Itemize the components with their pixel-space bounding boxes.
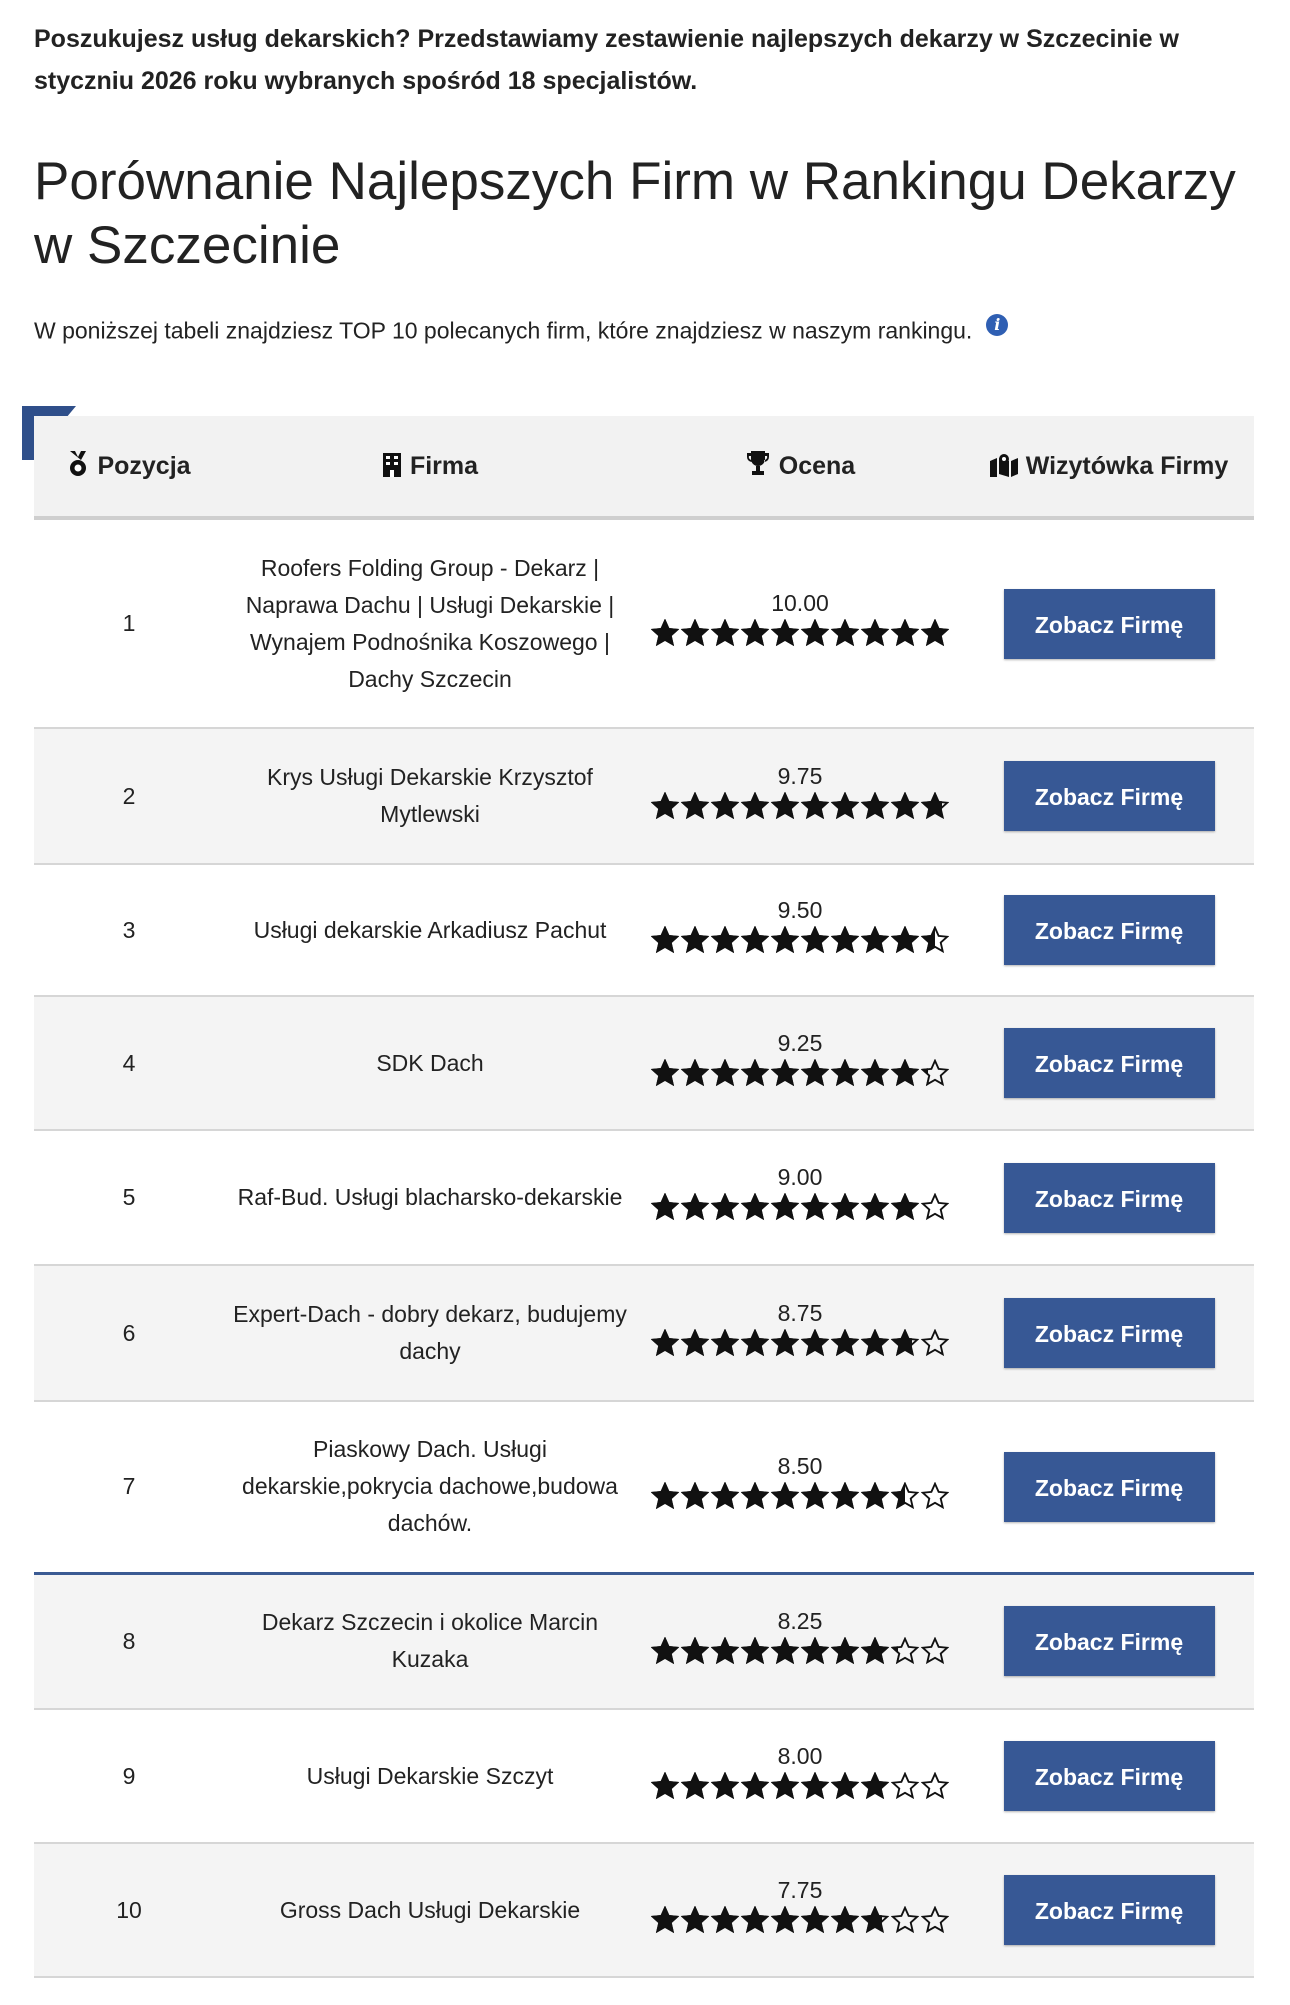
star-rating bbox=[651, 1637, 949, 1665]
rating-cell bbox=[636, 518, 964, 728]
header-position bbox=[34, 416, 224, 518]
card-cell bbox=[964, 518, 1254, 728]
header-card bbox=[964, 416, 1254, 518]
company-name: Expert-Dach - dobry dekarz, budujemy dachy bbox=[224, 1265, 636, 1401]
star-icon bbox=[741, 1059, 769, 1087]
star-icon bbox=[681, 619, 709, 647]
view-company-button[interactable]: Zobacz Firmę bbox=[1004, 1298, 1215, 1368]
header-rating-label: Ocena bbox=[778, 452, 856, 480]
company-name: Usługi Dekarskie Szczyt bbox=[224, 1709, 636, 1843]
star-icon bbox=[891, 1059, 919, 1087]
table-row bbox=[34, 1573, 1254, 1709]
star-icon bbox=[891, 1637, 919, 1665]
star-icon bbox=[711, 1772, 739, 1800]
view-company-button[interactable]: Zobacz Firmę bbox=[1004, 1606, 1215, 1676]
star-rating bbox=[651, 1329, 949, 1357]
star-icon bbox=[801, 1482, 829, 1510]
star-icon bbox=[741, 1906, 769, 1934]
star-icon bbox=[861, 1193, 889, 1221]
star-icon bbox=[921, 1482, 949, 1510]
star-icon bbox=[861, 1772, 889, 1800]
star-icon bbox=[681, 1637, 709, 1665]
rating-score: 9.25 bbox=[777, 1029, 823, 1056]
star-icon bbox=[831, 792, 859, 820]
star-icon bbox=[801, 1193, 829, 1221]
star-icon bbox=[831, 1482, 859, 1510]
company-name: Roofers Folding Group - Dekarz | Naprawa Dachu | Usługi Dekarskie | Wynajem Podnośnika Koszowego | Dachy Szczecin bbox=[224, 518, 636, 728]
star-icon bbox=[831, 1772, 859, 1800]
table-row bbox=[34, 1709, 1254, 1843]
star-icon bbox=[711, 1059, 739, 1087]
card-cell bbox=[964, 1265, 1254, 1401]
star-rating bbox=[651, 1059, 949, 1087]
star-icon bbox=[831, 619, 859, 647]
star-icon bbox=[801, 926, 829, 954]
star-icon bbox=[891, 1482, 919, 1510]
star-icon bbox=[741, 1482, 769, 1510]
star-rating bbox=[651, 1482, 949, 1510]
star-icon bbox=[801, 1329, 829, 1357]
card-cell bbox=[964, 996, 1254, 1130]
position-cell: 2 bbox=[34, 728, 224, 864]
header-company bbox=[224, 416, 636, 518]
star-icon bbox=[741, 792, 769, 820]
star-rating bbox=[651, 926, 949, 954]
star-icon bbox=[861, 926, 889, 954]
star-icon bbox=[801, 1772, 829, 1800]
star-icon bbox=[771, 926, 799, 954]
page-title: Porównanie Najlepszych Firm w Rankingu Dekarzy w Szczecinie bbox=[34, 152, 1236, 275]
star-icon bbox=[861, 619, 889, 647]
view-company-button[interactable]: Zobacz Firmę bbox=[1004, 1452, 1215, 1522]
card-cell bbox=[964, 728, 1254, 864]
info-icon[interactable]: i bbox=[986, 314, 1008, 336]
table-row bbox=[34, 996, 1254, 1130]
company-name: Krys Usługi Dekarskie Krzysztof Mytlewski bbox=[224, 728, 636, 864]
star-icon bbox=[651, 1059, 679, 1087]
table-description-text: W poniższej tabeli znajdziesz TOP 10 polecanych firm, które znajdziesz w naszym rankingu. bbox=[34, 317, 973, 344]
rating-cell bbox=[636, 1130, 964, 1265]
company-name: Gross Dach Usługi Dekarskie bbox=[224, 1843, 636, 1977]
star-icon bbox=[801, 619, 829, 647]
star-icon bbox=[891, 619, 919, 647]
rating-cell bbox=[636, 864, 964, 996]
view-company-button[interactable]: Zobacz Firmę bbox=[1004, 761, 1215, 831]
card-cell bbox=[964, 1401, 1254, 1573]
star-icon bbox=[651, 1637, 679, 1665]
star-icon bbox=[921, 619, 949, 647]
rating-score: 8.00 bbox=[777, 1742, 823, 1769]
star-icon bbox=[921, 1906, 949, 1934]
star-icon bbox=[651, 792, 679, 820]
star-icon bbox=[861, 1059, 889, 1087]
position-cell: 4 bbox=[34, 996, 224, 1130]
star-icon bbox=[921, 1637, 949, 1665]
star-icon bbox=[651, 619, 679, 647]
star-icon bbox=[771, 792, 799, 820]
star-icon bbox=[861, 1329, 889, 1357]
position-cell: 7 bbox=[34, 1401, 224, 1573]
position-cell: 8 bbox=[34, 1573, 224, 1709]
rating-cell bbox=[636, 996, 964, 1130]
header-card-label: Wizytówka Firmy bbox=[1025, 451, 1229, 480]
ranking-table bbox=[34, 416, 1254, 1978]
star-icon bbox=[711, 926, 739, 954]
position-cell: 1 bbox=[34, 518, 224, 728]
star-icon bbox=[801, 1906, 829, 1934]
position-cell: 5 bbox=[34, 1130, 224, 1265]
star-icon bbox=[741, 619, 769, 647]
star-icon bbox=[831, 1193, 859, 1221]
star-icon bbox=[651, 1906, 679, 1934]
star-icon bbox=[741, 1637, 769, 1665]
table-row bbox=[34, 1843, 1254, 1977]
star-rating bbox=[651, 1193, 949, 1221]
view-company-button[interactable]: Zobacz Firmę bbox=[1004, 1741, 1215, 1811]
star-icon bbox=[711, 792, 739, 820]
star-rating bbox=[651, 1906, 949, 1934]
star-icon bbox=[681, 1772, 709, 1800]
star-icon bbox=[741, 1772, 769, 1800]
star-icon bbox=[801, 1637, 829, 1665]
star-icon bbox=[651, 1482, 679, 1510]
star-icon bbox=[921, 1193, 949, 1221]
view-company-button[interactable]: Zobacz Firmę bbox=[1004, 1163, 1215, 1233]
card-cell bbox=[964, 1709, 1254, 1843]
star-icon bbox=[921, 1059, 949, 1087]
table-row bbox=[34, 1265, 1254, 1401]
table-row bbox=[34, 864, 1254, 996]
star-icon bbox=[711, 619, 739, 647]
company-name: Usługi dekarskie Arkadiusz Pachut bbox=[224, 864, 636, 996]
table-description bbox=[34, 314, 1008, 345]
star-icon bbox=[801, 792, 829, 820]
star-icon bbox=[771, 619, 799, 647]
company-name: Raf-Bud. Usługi blacharsko-dekarskie bbox=[224, 1130, 636, 1265]
table-row bbox=[34, 728, 1254, 864]
star-icon bbox=[921, 1772, 949, 1800]
star-icon bbox=[741, 1329, 769, 1357]
star-icon bbox=[891, 1906, 919, 1934]
star-icon bbox=[891, 926, 919, 954]
rating-score: 9.00 bbox=[777, 1164, 823, 1190]
star-icon bbox=[921, 792, 949, 820]
rating-cell bbox=[636, 1709, 964, 1843]
star-icon bbox=[681, 926, 709, 954]
position-cell: 10 bbox=[34, 1843, 224, 1977]
star-icon bbox=[651, 1772, 679, 1800]
star-icon bbox=[771, 1482, 799, 1510]
star-icon bbox=[681, 1482, 709, 1510]
table-row bbox=[34, 1130, 1254, 1265]
star-icon bbox=[711, 1906, 739, 1934]
company-name: SDK Dach bbox=[224, 996, 636, 1130]
star-icon bbox=[681, 792, 709, 820]
rating-score: 10.00 bbox=[771, 590, 829, 616]
company-name: Piaskowy Dach. Usługi dekarskie,pokrycia dachowe,budowa dachów. bbox=[224, 1401, 636, 1573]
rating-cell bbox=[636, 1401, 964, 1573]
medal-icon bbox=[67, 451, 89, 477]
header-company-label: Firma bbox=[409, 451, 479, 480]
star-icon bbox=[711, 1193, 739, 1221]
map-marker-icon bbox=[990, 453, 1018, 477]
header-position-label: Pozycja bbox=[97, 452, 191, 480]
star-icon bbox=[831, 1906, 859, 1934]
table-header bbox=[34, 416, 1254, 518]
star-icon bbox=[771, 1193, 799, 1221]
star-icon bbox=[741, 1193, 769, 1221]
table-row bbox=[34, 518, 1254, 728]
rating-cell bbox=[636, 1843, 964, 1977]
star-icon bbox=[771, 1329, 799, 1357]
star-icon bbox=[681, 1193, 709, 1221]
star-icon bbox=[831, 1637, 859, 1665]
position-cell: 6 bbox=[34, 1265, 224, 1401]
star-icon bbox=[771, 1906, 799, 1934]
star-icon bbox=[681, 1906, 709, 1934]
rating-cell bbox=[636, 1265, 964, 1401]
star-icon bbox=[921, 926, 949, 954]
rating-cell bbox=[636, 1573, 964, 1709]
table-row bbox=[34, 1401, 1254, 1573]
star-icon bbox=[771, 1637, 799, 1665]
star-icon bbox=[891, 792, 919, 820]
star-icon bbox=[861, 1906, 889, 1934]
building-icon bbox=[382, 453, 402, 477]
rating-score: 9.75 bbox=[777, 762, 823, 789]
star-icon bbox=[891, 1772, 919, 1800]
star-icon bbox=[891, 1193, 919, 1221]
star-rating bbox=[651, 1772, 949, 1800]
view-company-button[interactable]: Zobacz Firmę bbox=[1004, 1028, 1215, 1098]
star-icon bbox=[651, 926, 679, 954]
star-rating bbox=[651, 619, 949, 647]
card-cell bbox=[964, 1843, 1254, 1977]
star-icon bbox=[681, 1059, 709, 1087]
rating-score: 8.25 bbox=[777, 1607, 823, 1634]
star-icon bbox=[711, 1637, 739, 1665]
rating-score: 8.50 bbox=[777, 1453, 823, 1480]
header-rating bbox=[636, 416, 964, 518]
star-icon bbox=[801, 1059, 829, 1087]
star-icon bbox=[921, 1329, 949, 1357]
trophy-icon bbox=[745, 451, 771, 477]
card-cell bbox=[964, 1130, 1254, 1265]
star-icon bbox=[831, 926, 859, 954]
company-name: Dekarz Szczecin i okolice Marcin Kuzaka bbox=[224, 1573, 636, 1709]
star-icon bbox=[651, 1329, 679, 1357]
rating-score: 8.75 bbox=[777, 1299, 823, 1326]
star-icon bbox=[831, 1329, 859, 1357]
position-cell: 9 bbox=[34, 1709, 224, 1843]
star-icon bbox=[891, 1329, 919, 1357]
card-cell bbox=[964, 864, 1254, 996]
rating-cell bbox=[636, 728, 964, 864]
rating-score: 7.75 bbox=[777, 1876, 823, 1903]
star-rating bbox=[651, 792, 949, 820]
star-icon bbox=[861, 1637, 889, 1665]
star-icon bbox=[831, 1059, 859, 1087]
star-icon bbox=[771, 1772, 799, 1800]
card-cell bbox=[964, 1573, 1254, 1709]
star-icon bbox=[681, 1329, 709, 1357]
star-icon bbox=[711, 1329, 739, 1357]
star-icon bbox=[711, 1482, 739, 1510]
view-company-button[interactable]: Zobacz Firmę bbox=[1004, 589, 1215, 659]
star-icon bbox=[861, 1482, 889, 1510]
rating-score: 9.50 bbox=[777, 896, 823, 923]
intro-text: Poszukujesz usług dekarskich? Przedstawiamy zestawienie najlepszych dekarzy w Szczecinie w styczniu 2026 roku wybranych spośród 18 specjalistów. bbox=[34, 25, 1179, 95]
star-icon bbox=[861, 792, 889, 820]
star-icon bbox=[741, 926, 769, 954]
view-company-button[interactable]: Zobacz Firmę bbox=[1004, 1875, 1215, 1945]
star-icon bbox=[771, 1059, 799, 1087]
view-company-button[interactable]: Zobacz Firmę bbox=[1004, 895, 1215, 965]
star-icon bbox=[651, 1193, 679, 1221]
position-cell: 3 bbox=[34, 864, 224, 996]
